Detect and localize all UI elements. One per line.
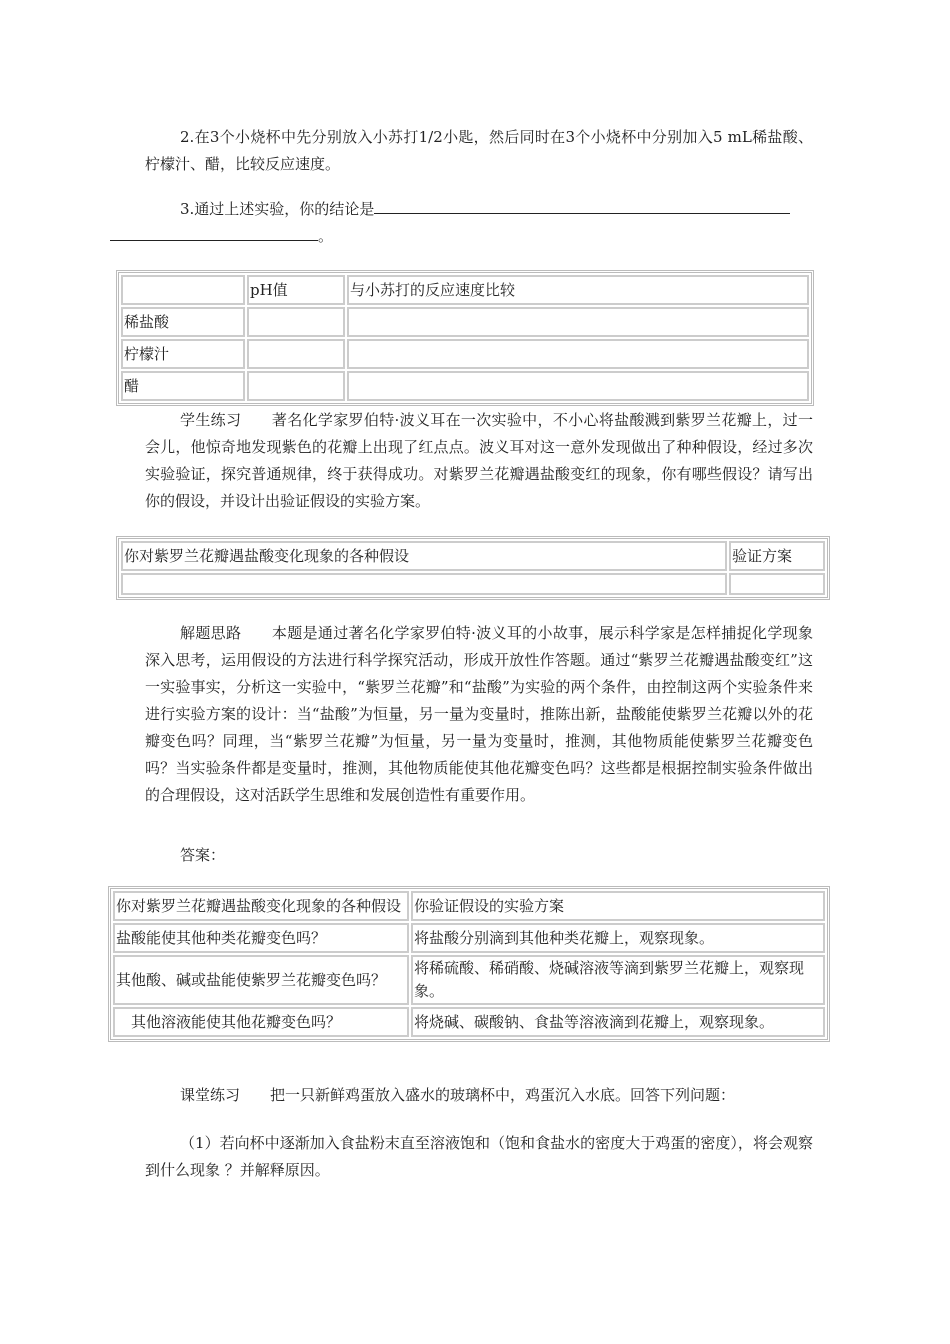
table-header: 你验证假设的实验方案 <box>411 891 825 921</box>
sub-question-1: （1）若向杯中逐渐加入食盐粉末直至溶液饱和（饱和食盐水的密度大于鸡蛋的密度），将会观察到什么现象 ？并解释原因。 <box>145 1134 813 1179</box>
table-cell: 其他溶液能使其他花瓣变色吗？ <box>113 1007 409 1037</box>
table-row <box>113 955 825 1005</box>
question-3 <box>145 196 813 250</box>
table-cell: 将烧碱、碳酸钠、食盐等溶液滴到花瓣上，观察现象。 <box>411 1007 825 1037</box>
table-cell[interactable] <box>729 573 825 595</box>
table-row <box>113 923 825 953</box>
table-header: pH值 <box>247 275 345 305</box>
table-row <box>121 541 825 571</box>
answer-label: 答案： <box>180 846 226 864</box>
table-cell: 将盐酸分别滴到其他种类花瓣上，观察现象。 <box>411 923 825 953</box>
table-cell: 盐酸能使其他种类花瓣变色吗？ <box>113 923 409 953</box>
answer-blank-2[interactable] <box>110 224 318 241</box>
table-cell[interactable] <box>247 339 345 369</box>
table-cell: 其他酸、碱或盐能使紫罗兰花瓣变色吗？ <box>113 955 409 1005</box>
analysis: 解题思路 本题是通过著名化学家罗伯特·波义耳的小故事，展示科学家是怎样捕捉化学现象深入思考，运用假设的方法进行科学探究活动，形成开放性作答题。通过“紫罗兰花瓣遇盐酸变红”这一实验事实，分析这一实验中，“紫罗兰花瓣”和“盐酸”为实验的两个条件，由控制这两个实验条件来进行实验方案的设计：当“盐酸”为恒量，另一量为变量时，推陈出新，盐酸能使紫罗兰花瓣以外的花瓣变色吗？同理，当“紫罗兰花瓣”为恒量，另一量为变量时，推测，其他物质能使紫罗兰花瓣变色吗？当实验条件都是变量时，推测，其他物质能使其他花瓣变色吗？这些都是根据控制实验条件做出的合理假设，这对活跃学生思维和发展创造性有重要作用。 <box>145 624 813 804</box>
student-exercise: 学生练习 著名化学家罗伯特·波义耳在一次实验中，不小心将盐酸溅到紫罗兰花瓣上，过一会儿，他惊奇地发现紫色的花瓣上出现了红点点。波义耳对这一意外发现做出了种种假设，经过多次实验验证，探究普通规律，终于获得成功。对紫罗兰花瓣遇盐酸变红的现象，你有哪些假设？请写出你的假设，并设计出验证假设的实验方案。 <box>145 411 813 510</box>
table-row <box>121 307 809 337</box>
ph-table <box>116 270 814 406</box>
question-2: 2.在3个小烧杯中先分别放入小苏打1/2小匙，然后同时在3个小烧杯中分别加入5 mL稀盐酸、柠檬汁、醋，比较反应速度。 <box>145 128 813 173</box>
table-cell: 将稀硫酸、稀硝酸、烧碱溶液等滴到紫罗兰花瓣上，观察现象。 <box>411 955 825 1005</box>
table-header: 你对紫罗兰花瓣遇盐酸变化现象的各种假设 <box>121 541 727 571</box>
table-cell[interactable] <box>347 371 809 401</box>
period: 。 <box>318 227 334 245</box>
table-header: 验证方案 <box>729 541 825 571</box>
table-header: 与小苏打的反应速度比较 <box>347 275 809 305</box>
table-row <box>121 371 809 401</box>
answer-table <box>108 886 830 1042</box>
hypothesis-table <box>116 536 830 600</box>
table-cell[interactable] <box>247 307 345 337</box>
table-cell: 柠檬汁 <box>121 339 245 369</box>
table-cell: 醋 <box>121 371 245 401</box>
question-3-text: 3.通过上述实验，你的结论是 <box>180 200 375 218</box>
table-cell[interactable] <box>347 307 809 337</box>
table-cell: 稀盐酸 <box>121 307 245 337</box>
table-cell[interactable] <box>247 371 345 401</box>
table-row <box>113 1007 825 1037</box>
table-cell[interactable] <box>347 339 809 369</box>
table-row <box>113 891 825 921</box>
class-exercise: 课堂练习 把一只新鲜鸡蛋放入盛水的玻璃杯中，鸡蛋沉入水底。回答下列问题： <box>180 1086 736 1104</box>
table-row <box>121 339 809 369</box>
table-row <box>121 275 809 305</box>
table-header: 你对紫罗兰花瓣遇盐酸变化现象的各种假设 <box>113 891 409 921</box>
table-cell[interactable] <box>121 573 727 595</box>
table-row <box>121 573 825 595</box>
table-cell <box>121 275 245 305</box>
answer-blank[interactable] <box>374 197 790 214</box>
